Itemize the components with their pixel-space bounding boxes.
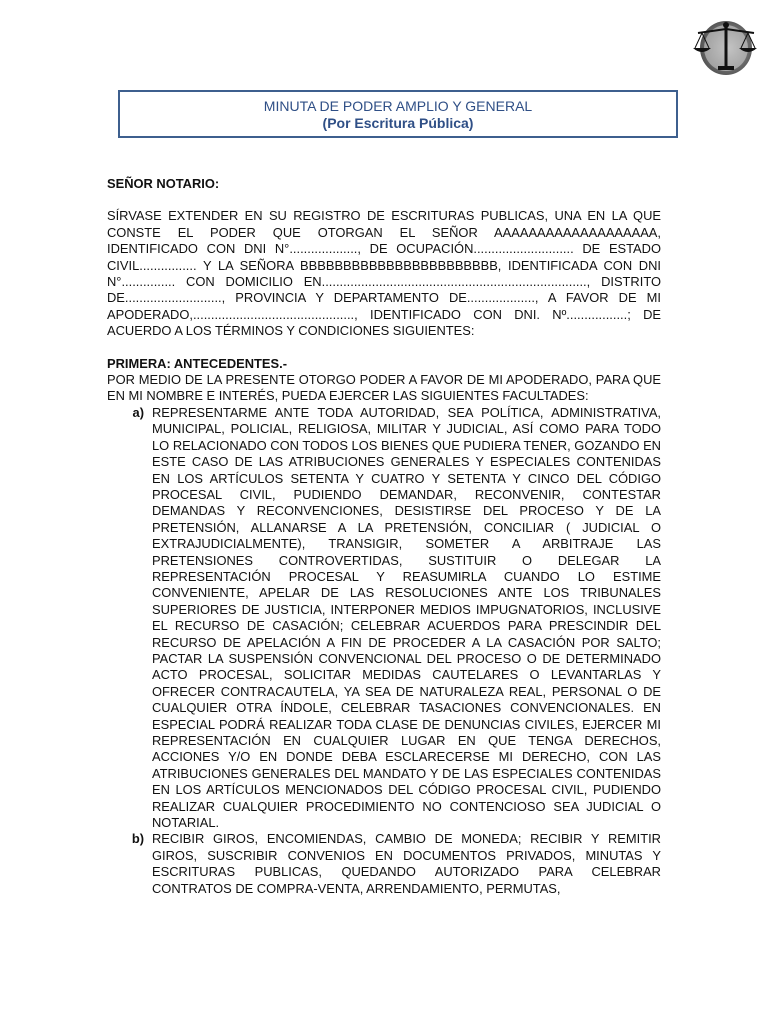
document-body bbox=[107, 176, 661, 897]
intro-paragraph: SÍRVASE EXTENDER EN SU REGISTRO DE ESCRITURAS PUBLICAS, UNA EN LA QUE CONSTE EL PODER QUE OTORGAN EL SEÑOR AAAAAAAAAAAAAAAAAAA, IDENTIFICADO CON DNI N°..................., DE OCUPACIÓN............................ DE ESTADO CIVIL................ Y LA SEÑORA BBBBBBBBBBBBBBBBBBBBBBB, IDENTIFICADA CON DNI N°............... CON DOMICILIO EN.........................................................................., DISTRITO DE..........................., PROVINCIA Y DEPARTAMENTO DE..................., A FAVOR DE MI APODERADO,............................................., IDENTIFICADO CON DNI. Nº.................; DE ACUERDO A LOS TÉRMINOS Y CONDICIONES SIGUIENTES: bbox=[107, 208, 661, 339]
list-item bbox=[107, 405, 661, 832]
salutation: SEÑOR NOTARIO: bbox=[107, 176, 220, 191]
list-item-text: REPRESENTARME ANTE TODA AUTORIDAD, SEA POLÍTICA, ADMINISTRATIVA, MUNICIPAL, POLICIAL, RELIGIOSA, MILITAR Y JUDICIAL, ASÍ COMO PARA TODO LO RELACIONADO CON TODOS LOS BIENES QUE PUDIERA TENER, GOZANDO EN ESTE CASO DE LAS ATRIBUCIONES GENERALES Y ESPECIALES CONTENIDAS EN LOS ARTÍCULOS SETENTA Y CUATRO Y SETENTA Y CINCO DEL CÓDIGO PROCESAL CIVIL, PUDIENDO DEMANDAR, RECONVENIR, CONTESTAR DEMANDAS Y RECONVENCIONES, DESISTIRSE DEL PROCESO Y DE LA PRETENSIÓN, ALLANARSE A LA PRETENSIÓN, CONCILIAR ( JUDICIAL O EXTRAJUDICIALMENTE), TRANSIGIR, SOMETER A ARBITRAJE LAS PRETENSIONES CONTROVERTIDAS, SUSTITUIR O DELEGAR LA REPRESENTACIÓN PROCESAL Y REASUMIRLA CUANDO LO ESTIME CONVENIENTE, APELAR DE LAS RESOLUCIONES ANTE LOS TRIBUNALES SUPERIORES DE JUSTICIA, INTERPONER MEDIOS IMPUGNATORIOS, INCLUSIVE EL RECURSO DE CASACIÓN; CELEBRAR ACUERDOS PARA PRESCINDIR DEL RECURSO DE APELACIÓN A FIN DE PROCEDER A LA CASACIÓN POR SALTO; PACTAR LA SUSPENSIÓN CONVENCIONAL DEL PROCESO O DE DETERMINADO ACTO PROCESAL, SOLICITAR MEDIDAS CAUTELARES O LEVANTARLAS Y OFRECER CONTRACAUTELA, YA SEA DE NATURALEZA REAL, PERSONAL O DE CUALQUIER OTRA ÍNDOLE, CELEBRAR TASACIONES CONVENCIONALES. EN ESPECIAL PODRÁ REALIZAR TODA CLASE DE DENUNCIAS CIVILES, EJERCER MI REPRESENTACIÓN EN CUALQUIER LUGAR EN QUE TENGA DERECHOS, ACCIONES Y/O EN DONDE DEBA ESCLARECERSE MI DERECHO, CON LAS ATRIBUCIONES GENERALES DEL MANDATO Y DE LAS ESPECIALES CONTENIDAS EN LOS ARTÍCULOS MENCIONADOS DEL CÓDIGO PROCESAL CIVIL, PUDIENDO REALIZAR CUALQUIER PROCEDIMIENTO NO CONTENCIOSO SEA JUDICIAL O NOTARIAL. bbox=[152, 404, 661, 831]
title-box bbox=[118, 90, 678, 138]
list-item-label: a) bbox=[132, 404, 144, 420]
list-item-text: RECIBIR GIROS, ENCOMIENDAS, CAMBIO DE MONEDA; RECIBIR Y REMITIR GIROS, SUSCRIBIR CONVENIOS EN DOCUMENTOS PRIVADOS, MINUTAS Y ESCRITURAS PUBLICAS, QUEDANDO AUTORIZADO PARA CELEBRAR CONTRATOS DE COMPRA-VENTA, ARRENDAMIENTO, PERMUTAS, bbox=[152, 831, 661, 896]
list-item bbox=[107, 831, 661, 897]
section-intro: POR MEDIO DE LA PRESENTE OTORGO PODER A FAVOR DE MI APODERADO, PARA QUE EN MI NOMBRE E INTERÉS, PUEDA EJERCER LAS SIGUIENTES FACULTADES: bbox=[107, 372, 661, 404]
scales-of-justice-icon bbox=[688, 14, 758, 76]
list-item-label: b) bbox=[131, 831, 144, 847]
document-subtitle: (Por Escritura Pública) bbox=[322, 115, 474, 131]
document-title: MINUTA DE PODER AMPLIO Y GENERAL bbox=[263, 98, 533, 114]
section-heading: PRIMERA: ANTECEDENTES.- bbox=[107, 355, 287, 371]
